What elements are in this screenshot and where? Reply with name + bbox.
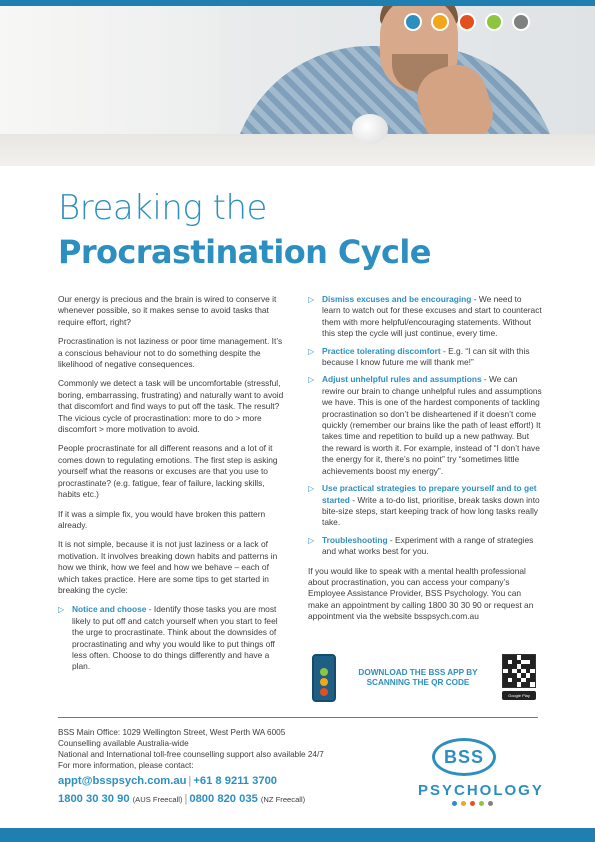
tip-heading: Adjust unhelpful rules and assumptions <box>322 374 482 385</box>
bss-psychology-logo <box>418 738 544 810</box>
brand-dot <box>485 13 503 31</box>
brand-dot <box>431 13 449 31</box>
tip-text: - We need to learn to watch out for these excuses and start to counteract them with more helpful/encouraging statements. Without this step the cycle will just continue, every time. <box>322 294 542 339</box>
tip-item <box>58 604 286 672</box>
tip-text: - Experiment with a range of strategies and what works best for you. <box>322 534 534 557</box>
tip-text: - E.g. “I can sit with this because I know future me will thank me!” <box>322 345 530 368</box>
footer-contact <box>58 727 388 808</box>
footer-divider <box>58 717 538 718</box>
tip-item <box>308 483 542 529</box>
tip-heading: Practice tolerating discomfort <box>322 345 441 356</box>
phone-app-icon <box>312 654 336 702</box>
contact-line-1: appt@bsspsych.com.au | +61 8 9211 3700 <box>58 775 278 787</box>
logo-dot <box>479 801 484 806</box>
bottom-accent-bar <box>0 828 595 842</box>
phone-nz-note: (NZ Freecall) <box>260 795 306 804</box>
tip-item <box>308 535 542 558</box>
google-play-badge[interactable]: Google Play <box>502 691 536 700</box>
support-text: National and International toll-free counselling support also available 24/7 <box>58 750 324 759</box>
qr-code[interactable] <box>502 654 536 688</box>
app-download-text: DOWNLOAD THE BSS APP BY SCANNING THE QR CODE <box>358 668 478 687</box>
logo-dot <box>488 801 493 806</box>
logo-dot <box>452 801 457 806</box>
brand-dot <box>458 13 476 31</box>
triangle-bullet-icon: ▷ <box>308 484 315 494</box>
contact-prompt: For more information, please contact: <box>58 761 194 770</box>
tip-heading: Troubleshooting <box>322 534 388 545</box>
body-paragraph: It is not simple, because it is not just laziness or a lack of motivation. It involves breaking down habits and patterns in how we think, how we feel and how we behave – each of which takes practice. Here are some tips to get started in breaking the cycle: <box>58 539 278 595</box>
body-paragraph: Procrastination is not laziness or poor time management. It’s a conscious behaviour not to do something despite the likelihood of negative consequences. <box>58 336 283 370</box>
tip-text: - Identify those tasks you are most likely to put off and catch yourself when you start to feel the urge to procrastinate. Think about the downsides of procrastinating and why you would like to put things off less often. Choose to do things differently and have a plan. <box>72 604 278 672</box>
closing-paragraph: If you would like to speak with a mental health professional about procrastination, you can access your company’s Employee Assistance Provider, BSS Psychology. You can make an appointment by calling 1800 30 30 90 or request an appointment via the website bsspsych.com.au <box>308 565 534 622</box>
brand-dot <box>512 13 530 31</box>
tip-text: - Write a to-do list, prioritise, break tasks down into bite-size steps, start keeping track of how long tasks really take. <box>322 494 540 528</box>
logo-dot <box>470 801 475 806</box>
tip-heading: Dismiss excuses and be encouraging <box>322 294 472 304</box>
page-title-line-1: Breaking the <box>58 188 267 228</box>
tip-heading: Notice and choose <box>72 604 147 615</box>
phone-app-dot <box>320 678 328 686</box>
phone-app-dot <box>320 688 328 696</box>
email-link[interactable]: appt@bsspsych.com.au <box>58 775 187 787</box>
phone-aus-link[interactable]: 1800 30 30 90 <box>58 793 130 805</box>
triangle-bullet-icon: ▷ <box>308 375 315 385</box>
triangle-bullet-icon: ▷ <box>308 346 315 356</box>
body-paragraph: People procrastinate for all different reasons and a lot of it comes down to regulating emotions. The first step is asking yourself what the reasons or excuses are that you use to procrastinate? (e.g. fatigue, fear of failure, lacking skills, habits etc.) <box>58 443 278 500</box>
tip-heading: Use practical strategies to prepare yourself and to get started <box>322 483 537 505</box>
tip-text: - We can rewire our brain to change unhelpful rules and assumptions we have. This is one of the hardest components of tackling procrastination so don’t be disheartened if it doesn’t come quickly (remember our brains like the path of least effort!) It takes time and repetition to build up a new pathway. But the reward is worth it. For example, instead of “I don’t have the energy for it, there’s no point” try “sometimes little achievements boost my energy”. <box>322 374 542 476</box>
hero-table <box>0 134 595 166</box>
availability-text: Counselling available Australia-wide <box>58 739 189 748</box>
body-paragraph: Commonly we detect a task will be uncomfortable (stressful, boring, embarrassing, frustrating) and naturally want to avoid that discomfort and find ways to put off the task. The result? The vicious cycle of procrastination: more to do > more discomfort > more motivation to avoid. <box>58 378 284 435</box>
phone-intl-link[interactable]: +61 8 9211 3700 <box>193 775 278 787</box>
triangle-bullet-icon: ▷ <box>308 535 315 545</box>
body-paragraph: Our energy is precious and the brain is wired to conserve it whenever possible, so it makes sense to avoid tasks that require effort, right? <box>58 294 277 327</box>
left-column <box>58 294 286 679</box>
logo-wordmark: PSYCHOLOGY <box>418 782 544 799</box>
logo-dots <box>452 801 493 806</box>
tip-item <box>308 294 542 340</box>
logo-dot <box>461 801 466 806</box>
contact-line-2: 1800 30 30 90 (AUS Freecall) | 0800 820 035 (NZ Freecall) <box>58 793 306 805</box>
brand-dot <box>404 13 422 31</box>
phone-aus-note: (AUS Freecall) <box>132 795 183 804</box>
triangle-bullet-icon: ▷ <box>58 605 65 615</box>
right-column <box>308 294 542 631</box>
office-address: BSS Main Office: 1029 Wellington Street, West Perth WA 6005 <box>58 728 286 737</box>
tip-item <box>308 374 542 477</box>
phone-app-dot <box>320 668 328 676</box>
logo-mark: BSS <box>432 738 496 776</box>
tip-item <box>308 346 542 369</box>
triangle-bullet-icon: ▷ <box>308 295 315 304</box>
phone-nz-link[interactable]: 0800 820 035 <box>189 793 258 805</box>
page-title-line-2: Procrastination Cycle <box>58 233 431 271</box>
app-promo <box>312 654 544 706</box>
crumpled-paper-ball <box>352 114 388 144</box>
body-paragraph: If it was a simple fix, you would have broken this pattern already. <box>58 508 266 530</box>
brand-color-dots <box>404 13 530 31</box>
